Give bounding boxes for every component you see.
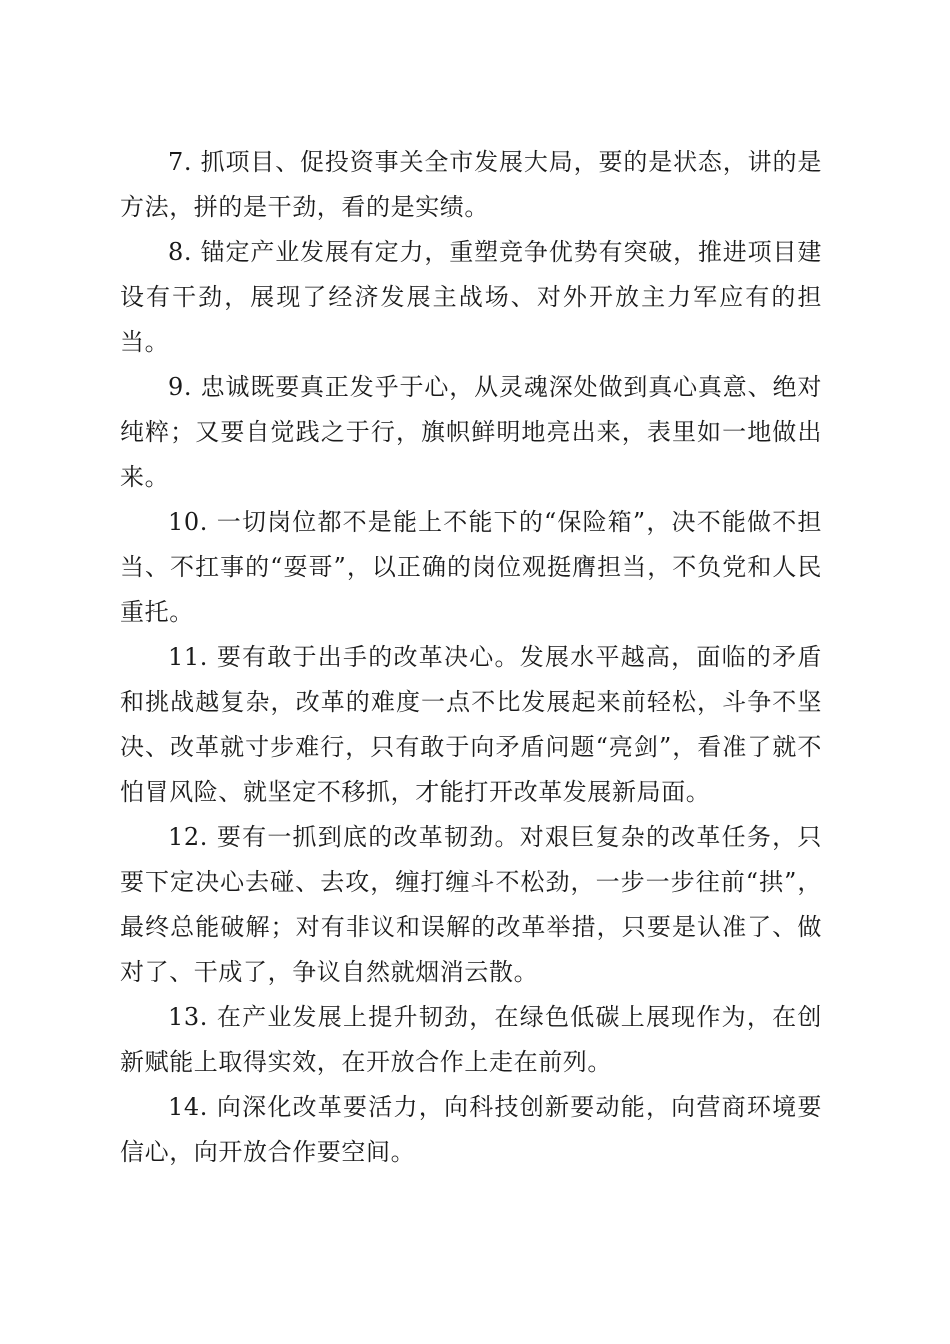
document-page bbox=[120, 140, 822, 1175]
paragraph-12: 12. 要有一抓到底的改革韧劲。对艰巨复杂的改革任务，只要下定决心去碰、去攻，缠打缠斗不松劲，一步一步往前“拱”，最终总能破解；对有非议和误解的改革举措，只要是认准了、做对了、干成了，争议自然就烟消云散。 bbox=[120, 823, 822, 986]
paragraph-10: 10. 一切岗位都不是能上不能下的“保险箱”，决不能做不担当、不扛事的“耍哥”，以正确的岗位观挺膺担当，不负党和人民重托。 bbox=[120, 508, 822, 626]
paragraph-7: 7. 抓项目、促投资事关全市发展大局，要的是状态，讲的是方法，拼的是干劲，看的是实绩。 bbox=[120, 148, 822, 221]
paragraph-9: 9. 忠诚既要真正发乎于心，从灵魂深处做到真心真意、绝对纯粹；又要自觉践之于行，旗帜鲜明地亮出来，表里如一地做出来。 bbox=[120, 373, 822, 491]
paragraph-8: 8. 锚定产业发展有定力，重塑竞争优势有突破，推进项目建设有干劲，展现了经济发展主战场、对外开放主力军应有的担当。 bbox=[120, 238, 822, 356]
paragraph-13: 13. 在产业发展上提升韧劲，在绿色低碳上展现作为，在创新赋能上取得实效，在开放合作上走在前列。 bbox=[120, 1003, 822, 1076]
paragraph-14: 14. 向深化改革要活力，向科技创新要动能，向营商环境要信心，向开放合作要空间。 bbox=[120, 1093, 822, 1166]
paragraph-11: 11. 要有敢于出手的改革决心。发展水平越高，面临的矛盾和挑战越复杂，改革的难度一点不比发展起来前轻松，斗争不坚决、改革就寸步难行，只有敢于向矛盾问题“亮剑”，看准了就不怕冒风险、就坚定不移抓，才能打开改革发展新局面。 bbox=[120, 643, 822, 806]
